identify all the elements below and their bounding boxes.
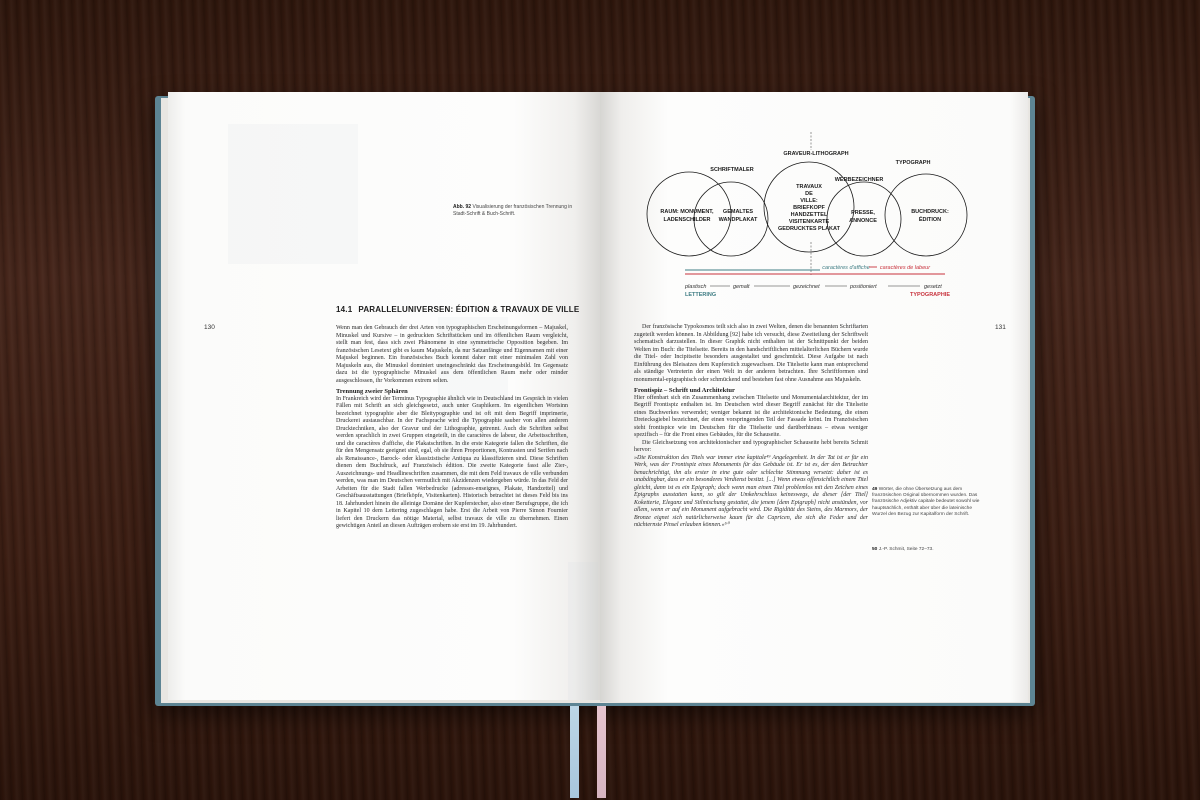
figure-caption-text: Visualisierung der französischen Trennung in Stadt-Schrift & Buch-Schrift. bbox=[453, 204, 573, 217]
right-body bbox=[634, 324, 868, 530]
scale-typographie: TYPOGRAPHIE bbox=[909, 292, 950, 298]
right-intro-paragraph: Der französische Typokosmos teilt sich also in zwei Welten, denen die benannten Schriftarten zugeteilt werden können. In Abbildung [92] habe ich versucht, diese Zweiteilung der Schriftwelt schematisch darzustellen. In dieser Graphik nicht enthalten ist der Schnittpunkt der beiden Welten im Buch: die Titelseite. Bereits in den handschriftlichen mittelalterlichen Büchern wurde die Titel- oder Incipitseite besonders ausgestaltet und geschmückt. Diese Aufgabe ist nach Einführung des Bleisatzes dem Kupferstich zugewachsen. Die Titelseite kann man entsprechend als ständige Vertreterin der einen Welt in der anderen betrachten. Ihre Schriftformen sind monumental-epigraphisch oder schmückend und bestehen fast ohne Ausnahme aus Majuskeln. bbox=[634, 324, 868, 383]
svg-text:TRAVAUX: TRAVAUX bbox=[796, 184, 822, 190]
svg-text:VISITENKARTE: VISITENKARTE bbox=[788, 219, 830, 225]
label-typograph: TYPOGRAPH bbox=[895, 160, 931, 166]
text-gemaltes bbox=[719, 209, 758, 223]
right-subheading: Frontispiz – Schrift und Architektur bbox=[634, 387, 735, 394]
right-page bbox=[600, 92, 1028, 702]
svg-text:GEMALTES: GEMALTES bbox=[722, 209, 754, 215]
scale-lettering: LETTERING bbox=[685, 292, 717, 298]
page-number-right: 131 bbox=[995, 324, 1006, 331]
left-body bbox=[336, 325, 568, 531]
svg-text:ANNONCE: ANNONCE bbox=[849, 218, 877, 224]
text-travaux bbox=[778, 184, 841, 232]
section-number: 14.1 bbox=[336, 305, 353, 314]
footnote-50-number: 50 bbox=[872, 547, 878, 552]
svg-text:ÉDITION: ÉDITION bbox=[918, 217, 942, 223]
bookmark-ribbon-pink bbox=[597, 706, 606, 798]
circle-buchdruck bbox=[885, 174, 967, 256]
type-worlds-diagram bbox=[600, 92, 1028, 322]
svg-text:BRIEFKOPF: BRIEFKOPF bbox=[793, 205, 825, 211]
svg-text:GEDRUCKTES PLAKAT: GEDRUCKTES PLAKAT bbox=[778, 226, 840, 232]
left-intro-paragraph: Wenn man den Gebrauch der drei Arten von typographischen Erscheinungsformen – Majuskel, Minuskel und Kursive – in gedruckten Schriftstücken und im öffentlichen Raum vergleicht, stellt man fest, dass sich zwei Phänomene in eine symmetrische Opposition begeben. Im französischen Lesetext gibt es kaum Majuskeln, da nur Satzanfänge und Eigennamen mit einer Majuskel beginnen. Ein französisches Buch kommt daher mit einer minimalen Zahl von Majuskeln aus, die Minuskel dominiert uneingeschränkt das Erscheinungsbild. Im Gegensatz dazu ist die typographische Minuskel aus dem öffentlichen Raum mehr oder minder ausgeschlossen, ihr Vorkommen extrem selten. bbox=[336, 325, 568, 384]
scale-positioniert: positioniert bbox=[850, 284, 877, 290]
svg-text:LADENSCHILDER: LADENSCHILDER bbox=[663, 217, 711, 223]
section-title bbox=[336, 305, 579, 314]
text-raum bbox=[660, 209, 714, 223]
right-body-paragraph-2: Die Gleichsetzung von architektonischer und typographischer Schauseite hebt bereits Schmit hervor: bbox=[634, 439, 868, 453]
footnote-49 bbox=[872, 487, 982, 518]
text-buchdruck bbox=[911, 209, 949, 223]
scale-gesetzt: gesetzt bbox=[924, 284, 942, 290]
left-subheading: Trennung zweier Sphären bbox=[336, 388, 408, 395]
show-through-image bbox=[228, 124, 358, 264]
label-graveur-lithograph: GRAVEUR-LITHOGRAPH bbox=[783, 151, 849, 157]
scale-plastisch: plastisch bbox=[685, 284, 707, 290]
svg-text:PRESSE,: PRESSE, bbox=[851, 210, 875, 216]
figure-label: Abb. 92 bbox=[453, 204, 472, 210]
page-number-left: 130 bbox=[204, 324, 215, 331]
svg-text:BUCHDRUCK:: BUCHDRUCK: bbox=[911, 209, 949, 215]
footnote-49-text: Wörter, die ohne Übersetzung aus dem französischen Original übernommen wurden. Das französische Adjektiv capitale bedeutet sowohl wie hauptsächlich, enthält aber über die lateinische Wurzel den Bezug zur Kapitalform der Schrift. bbox=[872, 487, 980, 517]
footnote-50 bbox=[872, 547, 982, 553]
show-through-text bbox=[568, 562, 598, 700]
svg-text:DE: DE bbox=[805, 191, 813, 197]
scale-gemalt: gemalt bbox=[733, 284, 750, 290]
left-page bbox=[168, 92, 600, 700]
legend-affiche: caractères d'affiche bbox=[822, 265, 870, 271]
footnote-50-text: J.-P. Schmit, Seite 72–73. bbox=[878, 547, 934, 552]
footnote-49-number: 49 bbox=[872, 487, 878, 492]
svg-text:RAUM: MONUMENT,: RAUM: MONUMENT, bbox=[660, 209, 714, 215]
figure-caption bbox=[453, 204, 578, 217]
text-presse bbox=[849, 210, 877, 224]
section-heading: PARALLELUNIVERSEN: ÉDITION & TRAVAUX DE VILLE bbox=[358, 305, 580, 314]
bookmark-ribbon-blue bbox=[570, 706, 579, 798]
scale-gezeichnet: gezeichnet bbox=[793, 284, 820, 290]
legend-labeur: caractères de labeur bbox=[879, 265, 931, 271]
label-werbezeichner: WERBEZEICHNER bbox=[834, 177, 884, 183]
right-body-paragraph-1: Hier offenbart sich ein Zusammenhang zwischen Titelseite und Monumentalarchitektur, der im Begriff Frontispiz enthalten ist. Im Deutschen wird dieser Begriff zunächst für die Titelseite eines Buchwerkes verwendet; weniger bekannt ist die architektonische Bedeutung, die einen Dreiecksgiebel bezeichnet, der einen vorspringenden Teil der Fassade krönt. Im Französischen steht frontispice wie im Deutschen für die Titelseite und darüberhinaus – etwas weniger spezifisch – für die Front eines Gebäudes, für die Schauseite. bbox=[634, 394, 868, 438]
svg-text:VILLE:: VILLE: bbox=[800, 198, 818, 204]
svg-text:HANDZETTEL: HANDZETTEL bbox=[790, 212, 828, 218]
label-schriftmaler: SCHRIFTMALER bbox=[710, 167, 754, 173]
schmit-quote: »Die Konstruktion des Titels war immer eine kapitale⁴⁹ Angelegenheit. In der Tat ist er für ein Werk, was der Frontispiz eines Monuments für das Gebäude ist. Er ist es, der den Betrachter benachrichtigt, ihn als erster in eine gute oder schlechte Stimmung versetzt: daher ist es unabdingbar, dass er ein besonderes Verdienst besitzt. [...] Wenn etwas offensichtlich einem Titel gleicht, dann ist es ein Epigraph; doch wenn man einen Titel problemlos mit den Zeichen eines Epigraphs ausstatten kann, so gilt der Umkehrschluss keineswegs, da dieser [der Titel] Koketterie, Eleganz und Stilmischung gestattet, die jenem [dem Epigraph] nicht anstünden, vor allem, wenn er auf ein Monument aufgebracht wird. Die Rigidität des Steins, des Marmors, der Bronze eignet sich natürlicherweise kaum für die Capricen, die sich die Feder und der nüchternste Pinsel erlauben können.«⁵⁰ bbox=[634, 454, 868, 528]
left-body-paragraph: In Frankreich wird der Terminus Typographie ähnlich wie in Deutschland im Gespräch in vielen Fällen mit Schrift an sich gleichgesetzt, auch unter Graphikern. Im eigentlichen Wortsinn bezeichnet typographie aber die Bleitypographie und ist oft mit dem Begriff imprimerie, Druckerei austauschbar. In der Fachsprache wird die Typographie sauber von allen anderen Drucktechniken, also der Gravur und der Lithographie, getrennt. Auch die Schriften selbst werden sprachlich in zwei Gruppen eingeteilt, in die caractères de labeur, die Arbeitsschriften, und die caractères d'affiche, die Plakatschriften. In die erste Kategorie fallen die Schriften, die für den Mengensatz geeignet sind, egal, ob sie ihren Proportionen, Kontrasten und Serifen nach als Renaissance-, Barock- oder klassizistische Antiqua zu klassifizieren sind. Diese Schriften dienen dem Buchdruck, auf Französisch édition. Die zweite Kategorie fasst alle Zier-, Auszeichnungs- und Headlineschriften zusammen, die mit dem Feld travaux de ville verbunden werden, was man im Deutschen vermutlich mit Akzidenzen wiedergeben würde. In das Feld der Arbeiten für die Stadt fallen Werbedrucke (adresses-enseignes, Plakate, Handzettel) und Geschäftsausstattungen (Briefköpfe, Visitenkarten). Historisch betrachtet ist dieses Feld bis ins 18. Jahrhundert hinein die alleinige Domäne der Kupferstecher, also einer Berufsgruppe, die ich in Kapitel 10 dem Lettering zugeschlagen habe. Erst die Arbeit von Pierre Simon Fournier liefert den Druckern das nötige Material, selbst travaux de ville zu übernehmen. Einen gewichtigen Anteil an diesen Aufträgen erobern sie erst im 19. Jahrhundert. bbox=[336, 395, 568, 529]
svg-text:WANDPLAKAT: WANDPLAKAT bbox=[718, 217, 758, 223]
